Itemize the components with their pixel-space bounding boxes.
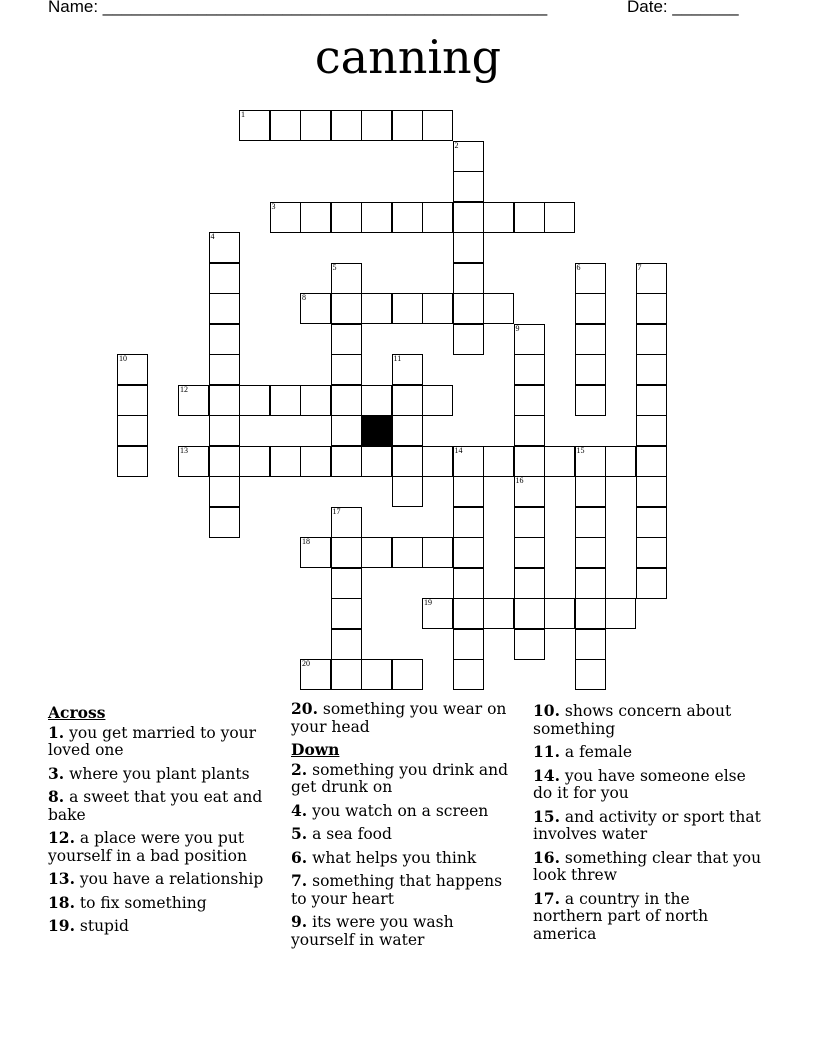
grid-cell[interactable] <box>453 446 484 477</box>
clue-item <box>291 849 521 868</box>
clue-item-number: 14. <box>533 765 560 785</box>
grid-cell[interactable] <box>636 324 667 355</box>
clue-item <box>533 890 763 944</box>
grid-cell[interactable] <box>209 507 240 538</box>
grid-cell[interactable] <box>361 385 392 416</box>
grid-cell[interactable] <box>392 446 423 477</box>
grid-cell[interactable] <box>361 202 392 233</box>
clue-number: 20 <box>302 659 310 668</box>
down-clue-list-continued <box>533 702 763 943</box>
grid-block <box>361 415 392 446</box>
clue-item-number: 2. <box>291 759 308 779</box>
grid-cell[interactable] <box>636 507 667 538</box>
clue-item <box>48 894 278 913</box>
grid-cell[interactable] <box>422 446 453 477</box>
grid-cell[interactable] <box>514 415 545 446</box>
clue-item <box>291 913 521 949</box>
grid-cell[interactable] <box>514 202 545 233</box>
name-field-label: Name: _______________________________________________ <box>48 0 548 16</box>
grid-cell[interactable] <box>117 354 148 385</box>
grid-cell[interactable] <box>483 293 514 324</box>
grid-cell[interactable] <box>392 476 423 507</box>
clue-item-number: 6. <box>291 847 308 867</box>
grid-cell[interactable] <box>636 446 667 477</box>
clue-item-number: 3. <box>48 763 65 783</box>
grid-cell[interactable] <box>422 598 453 629</box>
grid-cell[interactable] <box>392 385 423 416</box>
grid-cell[interactable] <box>483 202 514 233</box>
grid-cell[interactable] <box>209 476 240 507</box>
grid-cell[interactable] <box>209 415 240 446</box>
grid-cell[interactable] <box>422 110 453 141</box>
grid-cell[interactable] <box>209 263 240 294</box>
grid-cell[interactable] <box>422 293 453 324</box>
clue-item-number: 9. <box>291 912 308 931</box>
clue-number: 5 <box>332 262 337 272</box>
clue-item-number: 12. <box>48 828 75 847</box>
grid-cell[interactable] <box>239 385 270 416</box>
grid-cell[interactable] <box>514 629 545 660</box>
clue-number: 19 <box>424 598 432 607</box>
puzzle-title: canning <box>314 30 502 84</box>
clue-item <box>291 700 521 736</box>
clue-item-number: 7. <box>291 871 308 890</box>
grid-cell[interactable] <box>544 446 575 477</box>
grid-cell[interactable] <box>239 446 270 477</box>
grid-cell[interactable] <box>453 202 484 233</box>
grid-cell[interactable] <box>453 659 484 690</box>
grid-cell[interactable] <box>636 568 667 599</box>
grid-cell[interactable] <box>331 507 362 538</box>
clue-number: 17 <box>332 506 341 516</box>
clue-number: 1 <box>241 110 245 119</box>
clue-number: 6 <box>576 262 581 272</box>
clue-item-text: you have someone else do it for you <box>533 766 746 802</box>
grid-cell[interactable] <box>636 415 667 446</box>
grid-cell[interactable] <box>636 293 667 324</box>
grid-cell[interactable] <box>514 568 545 599</box>
grid-cell[interactable] <box>209 232 240 263</box>
clue-item <box>48 870 278 889</box>
grid-cell[interactable] <box>331 537 362 568</box>
grid-cell[interactable] <box>300 446 331 477</box>
clue-item-text: you have a relationship <box>74 870 264 888</box>
grid-cell[interactable] <box>483 446 514 477</box>
clue-item <box>48 788 278 824</box>
grid-cell[interactable] <box>575 598 606 629</box>
grid-cell[interactable] <box>514 354 545 385</box>
grid-cell[interactable] <box>514 446 545 477</box>
grid-cell[interactable] <box>453 568 484 599</box>
grid-cell[interactable] <box>361 537 392 568</box>
grid-cell[interactable] <box>514 476 545 507</box>
grid-cell[interactable] <box>270 110 301 141</box>
clue-number: 7 <box>637 262 642 272</box>
down-heading: Down <box>291 740 340 759</box>
grid-cell[interactable] <box>514 385 545 416</box>
clue-item-text: a female <box>559 743 633 761</box>
grid-cell[interactable] <box>209 324 240 355</box>
clue-item <box>291 761 521 797</box>
clue-number: 13 <box>180 445 188 455</box>
clue-number: 16 <box>515 476 524 485</box>
grid-cell[interactable] <box>575 446 606 477</box>
grid-cell[interactable] <box>392 415 423 446</box>
grid-cell[interactable] <box>453 507 484 538</box>
across-clue-list-continued <box>291 700 521 736</box>
grid-cell[interactable] <box>300 385 331 416</box>
clue-item-text: its were you wash yourself in water <box>291 913 454 949</box>
grid-cell[interactable] <box>117 446 148 477</box>
clue-item-text: a place were you put yourself in a bad position <box>48 829 247 865</box>
clue-number: 4 <box>210 232 215 241</box>
down-clue-list <box>291 761 521 950</box>
clue-item-text: stupid <box>74 917 129 935</box>
grid-cell[interactable] <box>453 263 484 294</box>
grid-cell[interactable] <box>483 598 514 629</box>
clue-number: 8 <box>302 293 306 302</box>
clue-item-number: 1. <box>48 722 65 742</box>
clue-item-text: a sea food <box>307 825 392 843</box>
grid-cell[interactable] <box>544 598 575 629</box>
grid-cell[interactable] <box>453 629 484 660</box>
grid-cell[interactable] <box>453 293 484 324</box>
clue-number: 15 <box>576 445 585 455</box>
grid-cell[interactable] <box>178 385 209 416</box>
clue-item <box>533 767 763 803</box>
grid-cell[interactable] <box>331 446 362 477</box>
grid-cell[interactable] <box>636 537 667 568</box>
clue-item <box>533 808 763 844</box>
clue-item-text: to fix something <box>74 893 207 912</box>
grid-cell[interactable] <box>361 659 392 690</box>
clue-item <box>291 872 521 908</box>
clue-item-number: 5. <box>291 824 308 843</box>
grid-cell[interactable] <box>514 507 545 538</box>
grid-cell[interactable] <box>209 385 240 416</box>
grid-cell[interactable] <box>544 202 575 233</box>
date-field-label: Date: _______ <box>627 0 739 16</box>
clue-item <box>291 825 521 844</box>
grid-cell[interactable] <box>209 293 240 324</box>
clue-item-number: 16. <box>533 847 560 867</box>
clue-item-number: 4. <box>291 800 308 820</box>
clue-number: 9 <box>515 323 520 333</box>
grid-cell[interactable] <box>636 476 667 507</box>
grid-cell[interactable] <box>392 293 423 324</box>
grid-cell[interactable] <box>453 476 484 507</box>
clue-item-text: and activity or sport that involves water <box>533 807 761 843</box>
clue-item <box>48 829 278 865</box>
clue-item-number: 10. <box>533 701 560 720</box>
clue-item-number: 11. <box>533 742 560 761</box>
grid-cell[interactable] <box>331 202 362 233</box>
grid-cell[interactable] <box>575 324 606 355</box>
grid-cell[interactable] <box>331 598 362 629</box>
grid-cell[interactable] <box>331 629 362 660</box>
clue-item <box>533 849 763 885</box>
grid-cell[interactable] <box>636 263 667 294</box>
grid-cell[interactable] <box>575 385 606 416</box>
grid-cell[interactable] <box>270 202 301 233</box>
grid-cell[interactable] <box>392 110 423 141</box>
clue-item-number: 15. <box>533 806 560 826</box>
clue-item-number: 20. <box>291 699 318 718</box>
grid-cell[interactable] <box>453 324 484 355</box>
grid-cell[interactable] <box>514 598 545 629</box>
grid-cell[interactable] <box>605 446 636 477</box>
clue-column-3 <box>533 700 763 948</box>
grid-cell[interactable] <box>636 385 667 416</box>
grid-cell[interactable] <box>361 110 392 141</box>
clue-item-text: a sweet that you eat and bake <box>48 788 263 824</box>
grid-cell[interactable] <box>300 537 331 568</box>
grid-cell[interactable] <box>300 110 331 141</box>
clue-item-text: where you plant plants <box>64 764 250 783</box>
grid-cell[interactable] <box>117 415 148 446</box>
grid-cell[interactable] <box>209 446 240 477</box>
clue-item <box>533 743 763 762</box>
grid-cell[interactable] <box>361 446 392 477</box>
grid-cell[interactable] <box>392 202 423 233</box>
grid-cell[interactable] <box>300 293 331 324</box>
grid-cell[interactable] <box>331 293 362 324</box>
grid-cell[interactable] <box>575 629 606 660</box>
grid-cell[interactable] <box>270 446 301 477</box>
grid-cell[interactable] <box>575 293 606 324</box>
grid-cell[interactable] <box>178 446 209 477</box>
clue-item-text: something you drink and get drunk on <box>291 760 509 796</box>
grid-cell[interactable] <box>331 263 362 294</box>
across-heading: Across <box>48 703 106 722</box>
grid-cell[interactable] <box>605 598 636 629</box>
grid-cell[interactable] <box>514 537 545 568</box>
clue-item-number: 13. <box>48 869 75 888</box>
clue-column-1 <box>48 700 278 941</box>
clue-number: 11 <box>393 354 402 363</box>
clue-item-text: something clear that you look threw <box>533 848 762 884</box>
clue-item-text: you get married to your loved one <box>48 723 257 759</box>
grid-cell[interactable] <box>575 354 606 385</box>
clue-item <box>48 917 278 936</box>
grid-cell[interactable] <box>209 354 240 385</box>
clue-item-text: shows concern about something <box>533 702 732 738</box>
clue-number: 10 <box>119 354 127 363</box>
grid-cell[interactable] <box>331 659 362 690</box>
clue-item-text: you watch on a screen <box>307 801 489 820</box>
grid-cell[interactable] <box>331 324 362 355</box>
grid-cell[interactable] <box>575 507 606 538</box>
grid-cell[interactable] <box>422 537 453 568</box>
grid-cell[interactable] <box>453 171 484 202</box>
grid-cell[interactable] <box>453 232 484 263</box>
clue-number: 18 <box>302 537 310 546</box>
clue-item-number: 19. <box>48 916 75 935</box>
clue-item-text: something you wear on your head <box>291 700 507 736</box>
grid-cell[interactable] <box>575 568 606 599</box>
grid-cell[interactable] <box>453 141 484 172</box>
grid-cell[interactable] <box>331 385 362 416</box>
grid-cell[interactable] <box>331 110 362 141</box>
clue-item-number: 18. <box>48 892 75 912</box>
grid-cell[interactable] <box>392 537 423 568</box>
grid-cell[interactable] <box>331 568 362 599</box>
grid-cell[interactable] <box>575 263 606 294</box>
across-clue-list <box>48 724 278 936</box>
clue-column-2 <box>291 700 521 954</box>
grid-cell[interactable] <box>331 415 362 446</box>
grid-cell[interactable] <box>361 293 392 324</box>
clue-item <box>48 765 278 784</box>
clue-number: 2 <box>454 140 459 150</box>
grid-cell[interactable] <box>300 202 331 233</box>
grid-cell[interactable] <box>575 476 606 507</box>
clue-item <box>291 802 521 821</box>
grid-cell[interactable] <box>392 354 423 385</box>
grid-cell[interactable] <box>453 598 484 629</box>
grid-cell[interactable] <box>575 659 606 690</box>
clue-item-number: 8. <box>48 787 65 806</box>
clue-number: 12 <box>180 384 188 394</box>
clue-item-text: a country in the northern part of north america <box>533 889 709 943</box>
clue-item <box>48 724 278 760</box>
grid-cell[interactable] <box>117 385 148 416</box>
grid-cell[interactable] <box>453 537 484 568</box>
clue-item-text: what helps you think <box>307 848 477 867</box>
grid-cell[interactable] <box>300 659 331 690</box>
clue-item <box>533 702 763 738</box>
grid-cell[interactable] <box>422 202 453 233</box>
grid-cell[interactable] <box>270 385 301 416</box>
clue-item-text: something that happens to your heart <box>291 872 503 908</box>
clue-number: 14 <box>454 445 463 455</box>
grid-cell[interactable] <box>331 354 362 385</box>
grid-cell[interactable] <box>514 324 545 355</box>
grid-cell[interactable] <box>636 354 667 385</box>
grid-cell[interactable] <box>392 659 423 690</box>
clue-item-number: 17. <box>533 888 560 908</box>
clue-number: 3 <box>271 201 276 211</box>
grid-cell[interactable] <box>575 537 606 568</box>
grid-cell[interactable] <box>422 385 453 416</box>
grid-cell[interactable] <box>239 110 270 141</box>
